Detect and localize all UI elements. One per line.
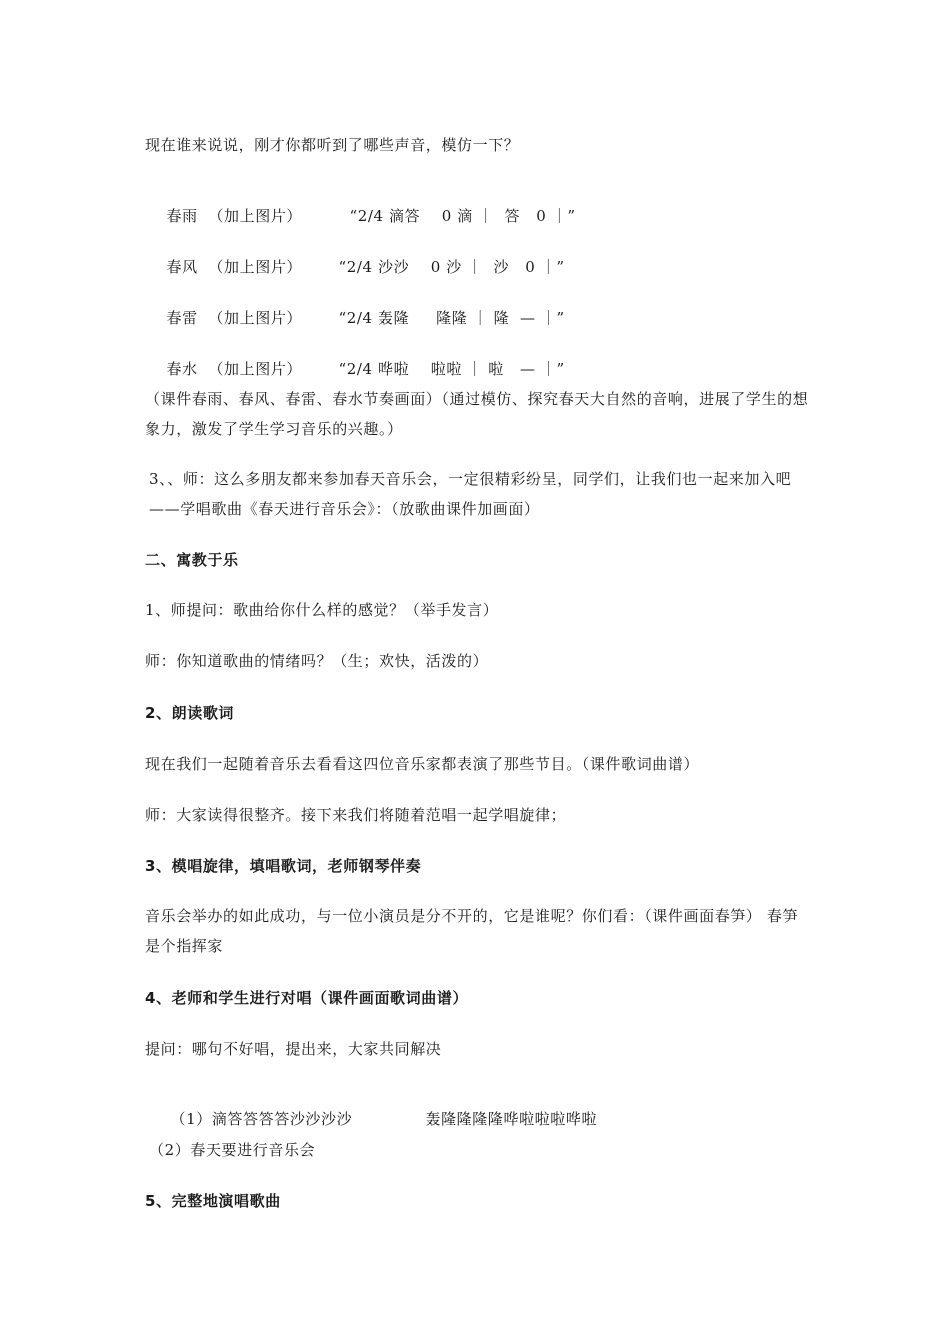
step-heading: 2、朗读歌词 bbox=[145, 704, 235, 722]
rhythm-notation: “2/4 哗啦 啦啦 ｜ 啦 — ｜” bbox=[338, 360, 565, 378]
practice-phrase: （1）滴答答答答沙沙沙沙 bbox=[170, 1110, 353, 1128]
rhythm-label: 春水 （加上图片） bbox=[166, 360, 303, 378]
rhythm-label: 春风 （加上图片） bbox=[166, 258, 303, 276]
rhythm-label: 春雨 （加上图片） bbox=[166, 207, 303, 225]
practice-phrase: 轰隆隆隆隆哗啦啦啦哗啦 bbox=[425, 1110, 598, 1128]
teacher-line: 师：你知道歌曲的情绪吗？（生；欢快，活泼的） bbox=[145, 652, 489, 670]
rhythm-notation: “2/4 沙沙 0 沙 ｜ 沙 0 ｜” bbox=[338, 258, 565, 276]
intro-question: 现在谁来说说，刚才你都听到了哪些声音，模仿一下？ bbox=[145, 136, 520, 154]
teacher-line: 师：大家读得很整齐。接下来我们将随着范唱一起学唱旋律； bbox=[145, 806, 567, 824]
step-heading: 4、老师和学生进行对唱（课件画面歌词曲谱） bbox=[145, 989, 469, 1007]
courseware-note: （课件春雨、春风、春雷、春水节奏画面）（通过模仿、探究春天大自然的音响，进展了学生的想象力，激发了学生学习音乐的兴趣。） bbox=[145, 390, 809, 438]
question-line: 1、师提问：歌曲给你什么样的感觉？（举手发言） bbox=[145, 601, 499, 619]
conductor-paragraph: 音乐会举办的如此成功，与一位小演员是分不开的，它是谁呢？你们看：（课件画面春笋） 春笋是个指挥家 bbox=[145, 907, 799, 955]
text-line: 现在我们一起随着音乐去看看这四位音乐家都表演了那些节目。（课件歌词曲谱） bbox=[145, 755, 700, 773]
step-heading: 5、完整地演唱歌曲 bbox=[145, 1192, 281, 1210]
rhythm-label: 春雷 （加上图片） bbox=[166, 309, 303, 327]
rhythm-notation: “2/4 滴答 0 滴 ｜ 答 0 ｜” bbox=[349, 207, 576, 225]
section-heading: 二、寓教于乐 bbox=[145, 551, 239, 569]
teacher-intro-song: 3、、师：这么多朋友都来参加春天音乐会，一定很精彩纷呈，同学们，让我们也一起来加入吧——学唱歌曲《春天进行音乐会》：（放歌曲课件加画面） bbox=[149, 470, 792, 518]
question-line: 提问：哪句不好唱，提出来，大家共同解决 bbox=[145, 1040, 442, 1058]
rhythm-notation: “2/4 轰隆 隆隆 ｜ 隆 — ｜” bbox=[338, 309, 565, 327]
step-heading: 3、模唱旋律，填唱歌词，老师钢琴伴奏 bbox=[145, 857, 422, 875]
practice-line-2: （2）春天要进行音乐会 bbox=[149, 1141, 316, 1159]
